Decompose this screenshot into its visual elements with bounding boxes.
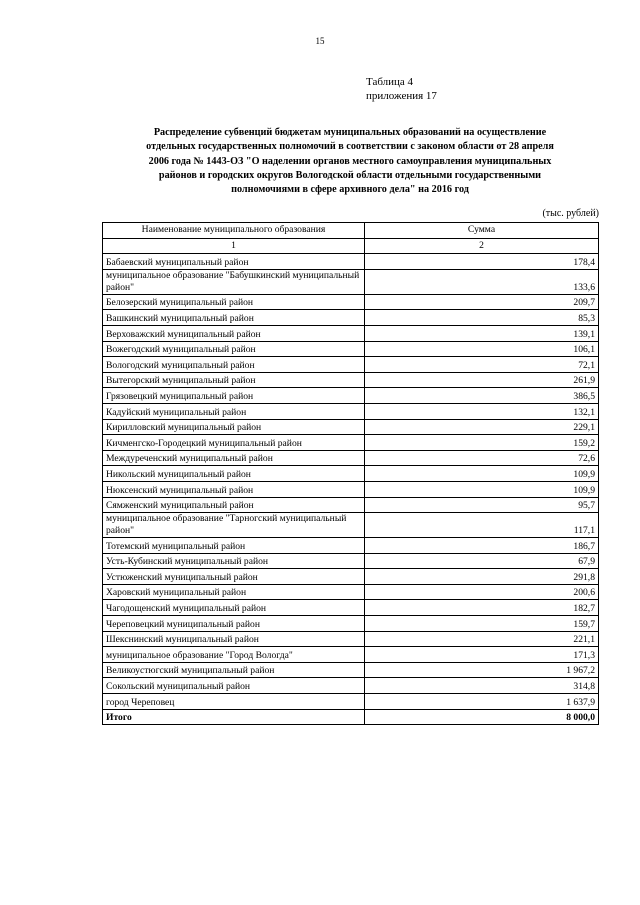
row-name: город Череповец	[103, 694, 365, 710]
row-name: Усть-Кубинский муниципальный район	[103, 553, 365, 569]
page-number: 15	[315, 36, 325, 46]
table-row	[103, 481, 599, 497]
table-row	[103, 388, 599, 404]
row-name: Бабаевский муниципальный район	[103, 254, 365, 270]
table-row	[103, 662, 599, 678]
table-total-row	[103, 709, 599, 725]
row-name: Великоустюгский муниципальный район	[103, 662, 365, 678]
row-name: Кадуйский муниципальный район	[103, 403, 365, 419]
table-row	[103, 678, 599, 694]
row-value: 159,7	[365, 616, 599, 632]
row-value: 229,1	[365, 419, 599, 435]
title-line: полномочиями в сфере архивного дела" на 2016 год	[231, 184, 469, 196]
row-name: Верховажский муниципальный район	[103, 325, 365, 341]
row-name: Шекснинский муниципальный район	[103, 631, 365, 647]
table-caption	[366, 75, 437, 103]
row-value: 72,1	[365, 357, 599, 373]
row-name: Кичменгско-Городецкий муниципальный район	[103, 435, 365, 451]
total-value: 8 000,0	[365, 709, 599, 725]
title-line: Распределение субвенций бюджетам муниципальных образований на осуществление	[153, 127, 547, 138]
row-value: 261,9	[365, 372, 599, 388]
subsidy-table	[102, 222, 599, 725]
caption-table-label: Таблица 4	[366, 76, 414, 88]
table-row	[103, 538, 599, 554]
title-line: 2006 года № 1443-ОЗ "О наделении органов местного самоуправления муниципальных	[148, 155, 552, 167]
row-value: 186,7	[365, 538, 599, 554]
row-name: Сокольский муниципальный район	[103, 678, 365, 694]
row-value: 109,9	[365, 481, 599, 497]
row-name: муниципальное образование "Тарногский муниципальный район"	[103, 513, 365, 538]
row-name: Череповецкий муниципальный район	[103, 616, 365, 632]
document-title	[100, 126, 600, 197]
table-row	[103, 631, 599, 647]
table-row	[103, 419, 599, 435]
row-value: 314,8	[365, 678, 599, 694]
row-name: Вытегорский муниципальный район	[103, 372, 365, 388]
caption-appendix-label: приложения 17	[366, 90, 437, 102]
title-line: отдельных государственных полномочий в соответствии с законом области от 28 апреля	[146, 141, 554, 153]
row-value: 200,6	[365, 584, 599, 600]
title-line: районов и городских округов Вологодской области отдельными государственными	[158, 169, 542, 181]
table-row	[103, 341, 599, 357]
row-value: 159,2	[365, 435, 599, 451]
row-value: 67,9	[365, 553, 599, 569]
row-name: Тотемский муниципальный район	[103, 538, 365, 554]
row-name: Нюксенский муниципальный район	[103, 481, 365, 497]
row-name: Устюженский муниципальный район	[103, 569, 365, 585]
row-value: 117,1	[365, 513, 599, 538]
table-row	[103, 254, 599, 270]
table-row	[103, 372, 599, 388]
row-name: Вашкинский муниципальный район	[103, 310, 365, 326]
row-value: 106,1	[365, 341, 599, 357]
row-name: Белозерский муниципальный район	[103, 294, 365, 310]
table-row	[103, 513, 599, 538]
table-row	[103, 616, 599, 632]
row-value: 139,1	[365, 325, 599, 341]
row-name: Никольский муниципальный район	[103, 466, 365, 482]
header-sum: Сумма	[365, 223, 599, 239]
row-name: муниципальное образование "Бабушкинский муниципальный район"	[103, 269, 365, 294]
row-value: 171,3	[365, 647, 599, 663]
unit-note: (тыс. рублей)	[542, 208, 599, 219]
row-value: 133,6	[365, 269, 599, 294]
row-value: 386,5	[365, 388, 599, 404]
row-name: Грязовецкий муниципальный район	[103, 388, 365, 404]
column-number: 1	[103, 238, 365, 254]
row-value: 1 967,2	[365, 662, 599, 678]
total-name: Итого	[103, 709, 365, 725]
table-column-number-row	[103, 238, 599, 254]
table-row	[103, 403, 599, 419]
row-value: 72,6	[365, 450, 599, 466]
row-name: Сямженский муниципальный район	[103, 497, 365, 513]
table-row	[103, 553, 599, 569]
row-value: 209,7	[365, 294, 599, 310]
row-name: Вологодский муниципальный район	[103, 357, 365, 373]
row-name: Междуреченский муниципальный район	[103, 450, 365, 466]
row-value: 182,7	[365, 600, 599, 616]
row-value: 132,1	[365, 403, 599, 419]
table-row	[103, 325, 599, 341]
row-name: Вожегодский муниципальный район	[103, 341, 365, 357]
row-value: 221,1	[365, 631, 599, 647]
table-row	[103, 497, 599, 513]
row-name: Кирилловский муниципальный район	[103, 419, 365, 435]
row-value: 109,9	[365, 466, 599, 482]
column-number: 2	[365, 238, 599, 254]
row-value: 178,4	[365, 254, 599, 270]
table-row	[103, 294, 599, 310]
row-name: муниципальное образование "Город Вологда"	[103, 647, 365, 663]
table-row	[103, 450, 599, 466]
table-row	[103, 466, 599, 482]
table-row	[103, 600, 599, 616]
table-row	[103, 584, 599, 600]
row-value: 1 637,9	[365, 694, 599, 710]
row-name: Чагодощенский муниципальный район	[103, 600, 365, 616]
table-row	[103, 269, 599, 294]
table-row	[103, 310, 599, 326]
row-value: 85,3	[365, 310, 599, 326]
table-row	[103, 569, 599, 585]
row-name: Харовский муниципальный район	[103, 584, 365, 600]
table-header-row	[103, 223, 599, 239]
row-value: 291,8	[365, 569, 599, 585]
table-row	[103, 435, 599, 451]
row-value: 95,7	[365, 497, 599, 513]
table-row	[103, 357, 599, 373]
header-name: Наименование муниципального образования	[103, 223, 365, 239]
table-row	[103, 647, 599, 663]
table-row	[103, 694, 599, 710]
